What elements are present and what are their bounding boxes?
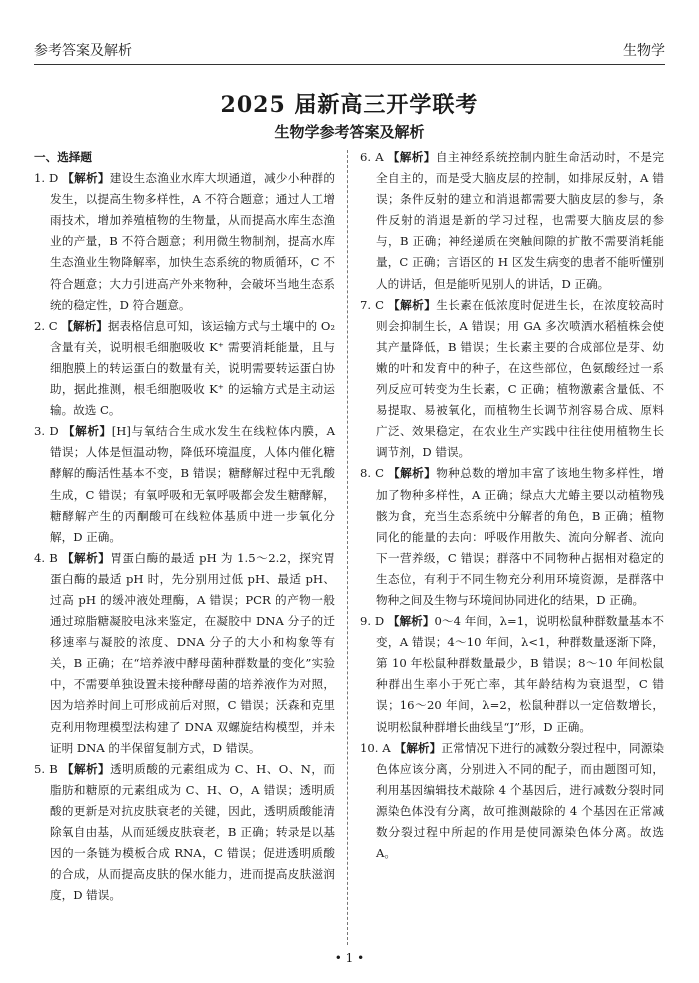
answer-letter: C <box>48 318 58 333</box>
jiexi-label: 【解析】 <box>61 318 108 333</box>
jiexi-label: 【解析】 <box>387 150 436 164</box>
answer-number: 3. <box>34 424 46 439</box>
jiexi-label: 【解析】 <box>388 466 437 481</box>
jiexi-label: 【解析】 <box>62 424 112 439</box>
answer-item <box>360 295 664 464</box>
header-left: 参考答案及解析 <box>34 43 132 59</box>
section-heading: 一、选择题 <box>34 150 92 164</box>
answer-explanation: 正常情况下进行的减数分裂过程中，同源染色体应该分离，分别进入不同的配子，而由题图可知，利用基因编辑技术敲除 4 个基因后，进行减数分裂时同源染色体没有分离，故可推测敲除的 4 个基因在正常减数分裂过程中所起的作用是使同源染色体分离。故选 A。 <box>376 740 665 861</box>
page-subtitle: 生物学参考答案及解析 <box>274 123 425 141</box>
answer-explanation: 建设生态渔业水库大坝通道，减少小种群的发生，以提高生物多样性，A 不符合题意；通过人工增雨技术，增加养殖植物的生物量，从而提高水库生态渔业的产量，B 不符合题意；利用微生物制剂，提高水库生态渔业生物降解率，加快生态系统的物质循环，C 不符合题意；大力引进高产外来物种，会破坏当地生态系统的稳定性，D 符合题意。 <box>50 171 335 312</box>
answer-number: 6. <box>360 150 372 164</box>
answer-number: 10. <box>360 740 379 755</box>
jiexi-label: 【解析】 <box>62 171 110 186</box>
answer-letter: D <box>49 424 59 439</box>
jiexi-label: 【解析】 <box>61 550 111 565</box>
answer-explanation: 物种总数的增加丰富了该地生物多样性，增加了物种多样性，A 正确；绿点大尤蝽主要以动植物残骸为食，充当生态系统中分解者的角色，B 正确；植物同化的能量的去向：呼吸作用散失、流向分解者、流向下一营养级，C 错误；群落中不同物种占据相对稳定的生态位，有利于不同生物充分利用环境资源，是群落中物种之间及生物与环境间协同进化的结果，D 正确。 <box>376 466 664 607</box>
answer-item <box>360 611 664 738</box>
jiexi-label: 【解析】 <box>394 740 442 755</box>
right-column <box>360 147 664 864</box>
answer-number: 1. <box>34 171 46 186</box>
jiexi-label: 【解析】 <box>387 614 435 629</box>
answer-explanation: 胃蛋白酶的最适 pH 为 1.5～2.2，探究胃蛋白酶的最适 pH 时，先分别用过低 pH、最适 pH、过高 pH 的缓冲液处理酶，A 错误；PCR 的产物一般通过琼脂糖凝胶电泳来鉴定，在凝胶中 DNA 分子的迁移速率与凝胶的浓度、DNA 分子的大小和构象等有关，B 正确；在“培养液中酵母菌种群数量的变化”实验中，不需要单独设置未接种酵母菌的培养液作为对照，因为培养时间上可形成前后对照，C 错误；沃森和克里克利用物理模型法构建了 DNA 双螺旋结构模型，并未证明 DNA 的半保留复制方式，D 错误。 <box>50 550 335 755</box>
column-divider <box>347 150 348 945</box>
answer-number: 4. <box>34 550 46 565</box>
answer-item <box>360 463 664 611</box>
answer-item <box>360 147 664 295</box>
answer-number: 7. <box>360 297 372 312</box>
page-header <box>34 38 665 65</box>
answer-letter: B <box>49 550 58 565</box>
answer-letter: A <box>375 150 384 164</box>
page-number: • 1 • <box>334 951 365 965</box>
answer-explanation: [H]与氧结合生成水发生在线粒体内膜，A 错误；人体是恒温动物，降低环境温度，人体内催化糖酵解的酶活性基本不变，B 错误；糖酵解过程中无乳酸生成，C 错误；有氧呼吸和无氧呼吸都会发生糖酵解，糖酵解产生的丙酮酸可在线粒体基质中进一步氧化分解，D 正确。 <box>50 424 336 544</box>
jiexi-label: 【解析】 <box>388 297 437 312</box>
answer-letter: C <box>375 466 385 481</box>
answer-letter: A <box>382 740 391 755</box>
answer-number: 5. <box>34 761 46 776</box>
answer-letter: D <box>49 171 59 186</box>
answer-letter: C <box>375 297 385 312</box>
answer-explanation: 自主神经系统控制内脏生命活动时，不是完全自主的，而是受大脑皮层的控制，如排尿反射，A 错误；条件反射的建立和消退都需要大脑皮层的参与，条件反射的消退是新的学习过程，也需要大脑皮层的参与，B 正确；神经递质在突触间隙的扩散不需要消耗能量，C 正确；言语区的 H 区发生病变的患者不能听懂别人的讲话，但是能听见别人的讲话，D 正确。 <box>376 150 664 291</box>
answer-item <box>360 738 664 865</box>
answer-letter: B <box>49 761 58 776</box>
answer-number: 9. <box>360 614 372 629</box>
answer-item <box>34 548 335 759</box>
jiexi-label: 【解析】 <box>61 761 111 776</box>
answer-number: 8. <box>360 466 372 481</box>
answer-item <box>34 421 335 548</box>
answer-explanation: 透明质酸的元素组成为 C、H、O、N，而脂肪和糖原的元素组成为 C、H、O，A 错误；透明质酸的更新是对抗皮肤衰老的关键，因此，透明质酸能清除氧自由基，从而延缓皮肤衰老，B 正确；转录是以基因的一条链为模板合成 RNA，C 错误；促进透明质酸的合成，从而提高皮肤的保水能力，进而提高皮肤滋润度，D 错误。 <box>50 761 336 903</box>
answer-explanation: 据表格信息可知，该运输方式与土壤中的 O₂ 含量有关，说明根毛细胞吸收 K⁺ 需要消耗能量，且与细胞膜上的转运蛋白的数量有关，说明需要转运蛋白协助，据此推测，根毛细胞吸收 K⁺ 的运输方式是主动运输。故选 C。 <box>50 318 335 418</box>
header-right: 生物学 <box>623 43 665 59</box>
left-column <box>34 147 335 906</box>
answer-number: 2. <box>34 318 46 333</box>
answer-item <box>34 316 335 421</box>
page-title: 2025 届新高三开学联考 <box>220 92 479 118</box>
answer-explanation: 生长素在低浓度时促进生长，在浓度较高时则会抑制生长，A 错误；用 GA 多次喷洒水稻植株会使其产量降低，B 错误；生长素主要的合成部位是芽、幼嫩的叶和发育中的种子，在这些部位，色氨酸经过一系列反应可转变为生长素，C 正确；植物激素含量低、不易提取、易被氧化，而植物生长调节剂容易合成、原料广泛、效果稳定，在农业生产实践中往往使用植物生长调节剂，D 错误。 <box>376 297 664 460</box>
answer-letter: D <box>374 614 385 629</box>
answer-explanation: 0～4 年间，λ=1，说明松鼠种群数量基本不变，A 错误；4～10 年间，λ<1，种群数量逐渐下降，第 10 年松鼠种群数量最少，B 错误；8～10 年间松鼠种群出生率小于死亡率，其年龄结构为衰退型，C 错误；16～20 年间，λ=2，松鼠种群以一定倍数增长，说明松鼠种群增长曲线呈“J”形，D 正确。 <box>376 614 664 734</box>
answer-item <box>34 759 335 907</box>
answer-item <box>34 168 335 316</box>
